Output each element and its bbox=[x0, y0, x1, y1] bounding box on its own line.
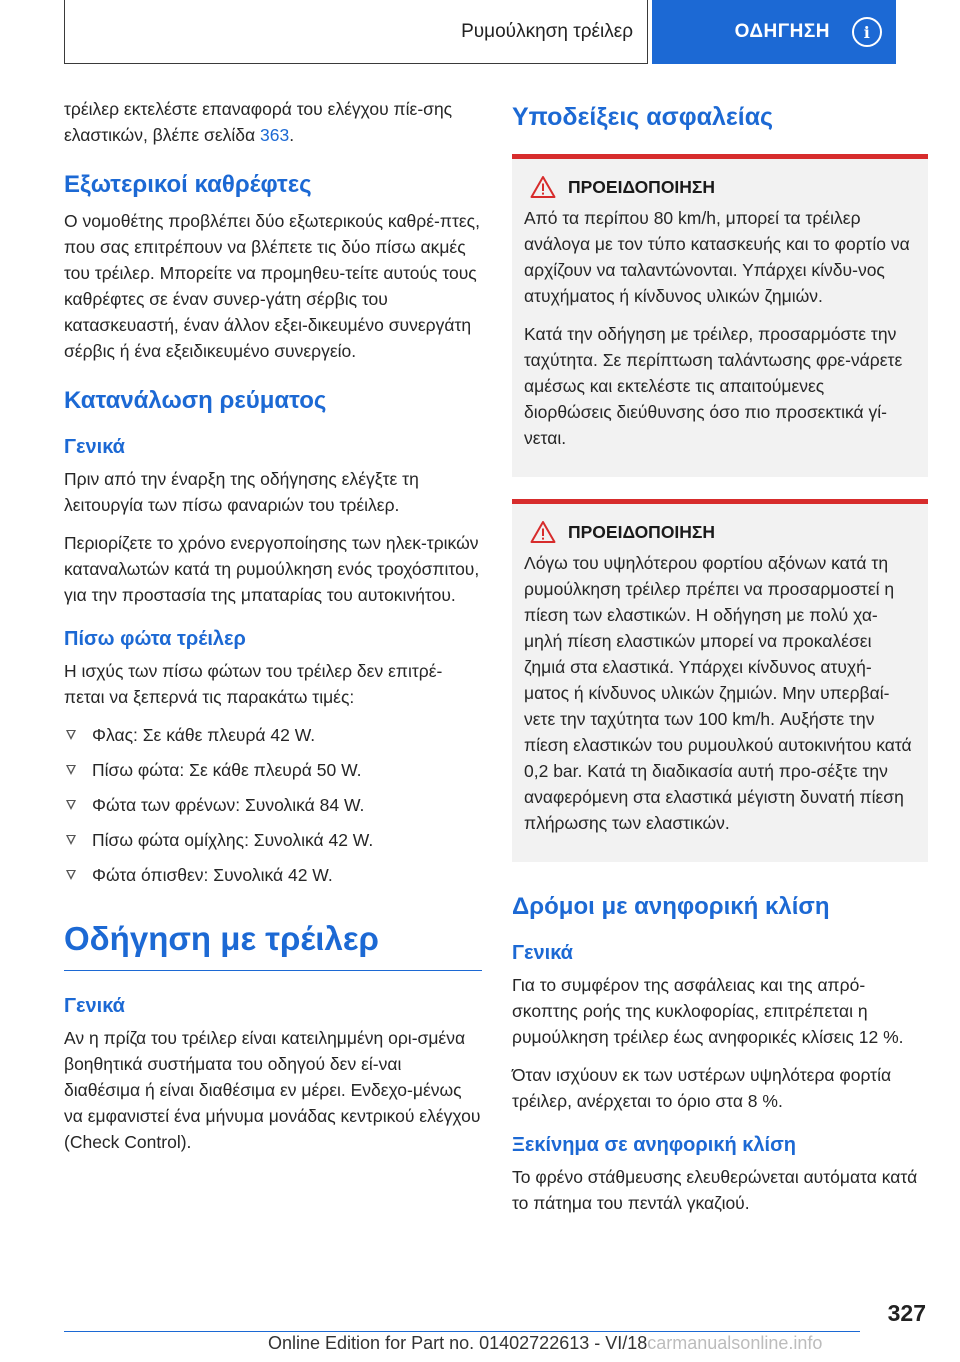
slopes-general-heading: Γενικά bbox=[512, 942, 573, 964]
warning-paragraph: Λόγω του υψηλότερου φορτίου αξόνων κατά τη ρυμούλκηση τρέιλερ πρέπει να προσαρμοστεί η πίεση των ελαστικών. Η οδήγηση με πολύ χα-μηλή πίεση ελαστικών μπορεί να προκαλέσει ζημιά στα ελαστικά. Υπάρχει κίνδυνος ατυχή-ματος ή κίνδυνος υλικών ζημιών. Μην υπερβαί-νετε την ταχύτητα των 100 km/h. Αυξήστε την πίεση ελαστικών του ρυμουλκού αυτοκινήτου κατά 0,2 bar. Κατά τη διαδικασία αυτή προ-σέξτε την αναφερόμενη στα ελαστικά μέγιστη δυνατή πίεση πλήρωσης των ελαστικών. bbox=[524, 553, 912, 833]
list-item bbox=[64, 722, 482, 748]
left-column bbox=[64, 96, 482, 1167]
slopes-heading: Δρόμοι με ανηφορική κλίση bbox=[512, 893, 830, 920]
intro-text: τρέιλερ εκτελέστε επαναφορά του ελέγχου πίε-σης ελαστικών, βλέπε σελίδα bbox=[64, 99, 453, 145]
slopes-paragraph-1: Για το συμφέρον της ασφάλειας και της απρό-σκοπτης ροής της κυκλοφορίας, επιτρέπεται η ρυμούλκηση τρέιλερ έως ανηφορικές κλίσεις 12 %. bbox=[512, 975, 904, 1047]
bullet-triangle-icon bbox=[66, 730, 76, 740]
warning-title-text: ΠΡΟΕΙΔΟΠΟΙΗΣΗ bbox=[568, 521, 716, 542]
hill-start-heading: Ξεκίνημα σε ανηφορική κλίση bbox=[512, 1134, 796, 1156]
list-item-text: Φλας: Σε κάθε πλευρά 42 W. bbox=[92, 725, 316, 745]
list-item bbox=[64, 862, 482, 888]
warning-triangle-icon bbox=[530, 520, 556, 544]
chapter-label: ΟΔΗΓΗΣΗ bbox=[734, 21, 830, 42]
list-item-text: Φώτα των φρένων: Συνολικά 84 W. bbox=[92, 795, 365, 815]
rear-lights-list bbox=[64, 722, 482, 888]
mirrors-text: Ο νομοθέτης προβλέπει δύο εξωτερικούς καθρέ-πτες, που σας επιτρέπουν να βλέπετε τις δύο πίσω ακμές του τρέιλερ. Μπορείτε να προμηθευ-τείτε αυτούς τους καθρέφτες σε έναν συνερ-γάτη σέρβις του κατασκευαστή, έναν άλλον εξει-δικευμένο συνεργάτη σέρβις ή ένα εξειδικευμένο συνεργείο. bbox=[64, 211, 480, 361]
warning-paragraph: Από τα περίπου 80 km/h, μπορεί τα τρέιλερ ανάλογα με τον τύπο κατασκευής και το φορτίο να αρχίζουν να ταλαντώνονται. Υπάρχει κίνδυ-νος ατυχήματος ή κίνδυνος υλικών ζημιών. bbox=[524, 208, 910, 306]
page-number: 327 bbox=[887, 1300, 926, 1326]
intro-paragraph bbox=[64, 96, 482, 148]
mirrors-heading: Εξωτερικοί καθρέφτες bbox=[64, 171, 312, 198]
driving-text: Αν η πρίζα του τρέιλερ είναι κατειλημμένη ορι-σμένα βοηθητικά συστήματα του οδηγού δεν εί-ναι διαθέσιμα ή είναι διαθέσιμα εν μέρει. Ενδεχο-μένως να εμφανιστεί ένα μήνυμα μονάδας κεντρικού ελέγχου (Check Control). bbox=[64, 1028, 481, 1152]
bullet-triangle-icon bbox=[66, 765, 76, 775]
warning-title-text: ΠΡΟΕΙΔΟΠΟΙΗΣΗ bbox=[568, 176, 716, 197]
list-item-text: Πίσω φώτα: Σε κάθε πλευρά 50 W. bbox=[92, 760, 362, 780]
watermark: carmanualsonline.info bbox=[647, 1333, 823, 1353]
rear-lights-text: Η ισχύς των πίσω φώτων του τρέιλερ δεν επιτρέ-πεται να ξεπερνά τις παρακάτω τιμές: bbox=[64, 661, 443, 707]
bullet-triangle-icon bbox=[66, 800, 76, 810]
right-column bbox=[512, 96, 928, 1228]
page-link-363[interactable]: 363 bbox=[260, 125, 290, 145]
driving-general-heading: Γενικά bbox=[64, 995, 125, 1017]
section-header bbox=[64, 0, 648, 64]
power-paragraph-2: Περιορίζετε το χρόνο ενεργοποίησης των ηλεκ-τρικών καταναλωτών κατά τη ρυμούλκηση ενός τροχόσπιτου, για την προστασία της μπαταρίας του αυτοκινήτου. bbox=[64, 533, 480, 605]
warning-title bbox=[524, 175, 916, 199]
warning-title bbox=[524, 520, 916, 544]
list-item bbox=[64, 757, 482, 783]
footer-divider bbox=[64, 1331, 860, 1332]
list-item bbox=[64, 792, 482, 818]
list-item bbox=[64, 827, 482, 853]
slopes-paragraph-2: Όταν ισχύουν εκ των υστέρων υψηλότερα φορτία τρέιλερ, ανέρχεται το όριο στα 8 %. bbox=[512, 1065, 892, 1111]
chapter-tab[interactable] bbox=[652, 0, 896, 64]
safety-heading: Υποδείξεις ασφαλείας bbox=[512, 103, 774, 131]
warning-triangle-icon bbox=[530, 175, 556, 199]
footer-text bbox=[268, 1333, 822, 1354]
hill-start-text: Το φρένο στάθμευσης ελευθερώνεται αυτόματα κατά το πάτημα του πεντάλ γκαζιού. bbox=[512, 1167, 918, 1213]
info-icon[interactable]: i bbox=[852, 17, 882, 47]
list-item-text: Φώτα όπισθεν: Συνολικά 42 W. bbox=[92, 865, 333, 885]
driving-heading: Οδήγηση με τρέιλερ bbox=[64, 916, 482, 971]
warning-box bbox=[512, 154, 928, 477]
power-paragraph-1: Πριν από την έναρξη της οδήγησης ελέγξτε τη λειτουργία των πίσω φαναριών του τρέιλερ. bbox=[64, 469, 419, 515]
bullet-triangle-icon bbox=[66, 870, 76, 880]
warning-box bbox=[512, 499, 928, 862]
power-heading: Κατανάλωση ρεύματος bbox=[64, 387, 327, 414]
intro-end: . bbox=[289, 125, 295, 145]
edition-text: Online Edition for Part no. 01402722613 - VI/18 bbox=[268, 1333, 648, 1353]
bullet-triangle-icon bbox=[66, 835, 76, 845]
rear-lights-heading: Πίσω φώτα τρέιλερ bbox=[64, 628, 246, 650]
power-general-heading: Γενικά bbox=[64, 436, 125, 458]
list-item-text: Πίσω φώτα ομίχλης: Συνολικά 42 W. bbox=[92, 830, 374, 850]
warning-paragraph: Κατά την οδήγηση με τρέιλερ, προσαρμόστε την ταχύτητα. Σε περίπτωση ταλάντωσης φρε-νάρετε αμέσως και εκτελέστε τις απαιτούμενες διορθώσεις διεύθυνσης όσο πιο προσεκτικά γί-νεται. bbox=[524, 324, 903, 448]
section-title: Ρυμούλκηση τρέιλερ bbox=[461, 20, 633, 42]
